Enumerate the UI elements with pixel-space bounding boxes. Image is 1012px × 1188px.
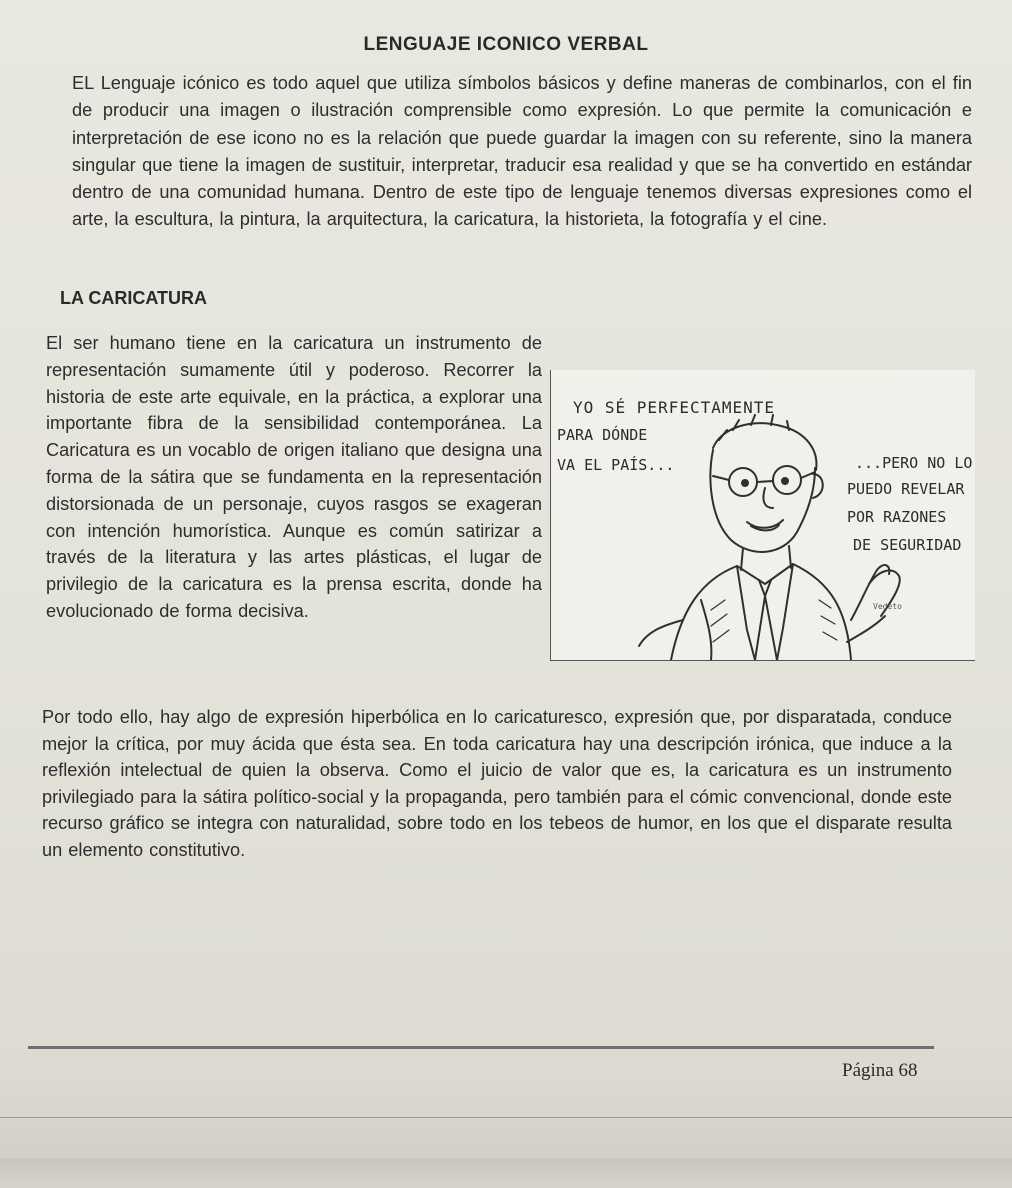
footer-divider	[28, 1046, 934, 1049]
caricatura-paragraph: El ser humano tiene en la caricatura un instrumento de representación sumamente útil y poderoso. Recorrer la historia de este arte equivale, en la práctica, a explorar una importante fibra de la sensibilidad contemporánea. La Caricatura es un vocablo de origen italiano que designa una forma de la sátira que se fundamenta en la representación distorsionada de un personaje, cuyos rasgos se exageran con intención humorística. Aunque es común satirizar a través de la literatura y las artes plásticas, el lugar de privilegio de la caricatura es la prensa escrita, donde ha evolucionado de forma decisiva.	[46, 333, 542, 621]
page-title: LENGUAJE ICONICO VERBAL	[363, 34, 649, 55]
speech-right-line-4: DE SEGURIDAD	[853, 536, 962, 554]
section-heading: LA CARICATURA	[60, 288, 207, 308]
speech-left-line-3: VA EL PAÍS...	[557, 456, 675, 474]
closing-paragraph: Por todo ello, hay algo de expresión hiperbólica en lo caricaturesco, expresión que, por disparatada, conduce mejor la crítica, por muy ácida que ésta sea. En toda caricatura hay una descripción irónica, que induce a la reflexión intelectual de quien la observa. Como el juicio de valor que es, la caricatura es un instrumento privilegiado para la sátira político-social y la propaganda, pero también para el cómic convencional, donde este recurso gráfico se integra con naturalidad, sobre todo en los tebeos de humor, en los que el disparate resulta un elemento constitutivo.	[42, 707, 952, 860]
page-edge-line	[0, 1117, 1012, 1118]
caricature-illustration	[550, 370, 975, 661]
speech-left-line-2: PARA DÓNDE	[557, 426, 648, 444]
artist-signature: Vedeto	[873, 602, 902, 611]
speech-right-line-3: POR RAZONES	[847, 508, 947, 526]
speech-left-line-1: YO SÉ PERFECTAMENTE	[573, 398, 776, 417]
page-bottom-shadow	[0, 1158, 1012, 1188]
speech-right-line-2: PUEDO REVELAR	[847, 480, 965, 498]
speech-right-line-1: ...PERO NO LO	[855, 454, 973, 472]
intro-paragraph: EL Lenguaje icónico es todo aquel que utiliza símbolos básicos y define maneras de combinarlos, con el fin de producir una imagen o ilustración comprensible como expresión. Lo que permite la comunicación e interpretación de ese icono no es la relación que puede guardar la imagen con su referente, sino la manera singular que tiene la imagen de sustituir, interpretar, traducir esa realidad y que se ha convertido en estándar dentro de una comunidad humana. Dentro de este tipo de lenguaje tenemos diversas expresiones como el arte, la escultura, la pintura, la arquitectura, la caricatura, la historieta, la fotografía y el cine.	[72, 73, 972, 230]
page-number: Página 68	[842, 1060, 918, 1081]
